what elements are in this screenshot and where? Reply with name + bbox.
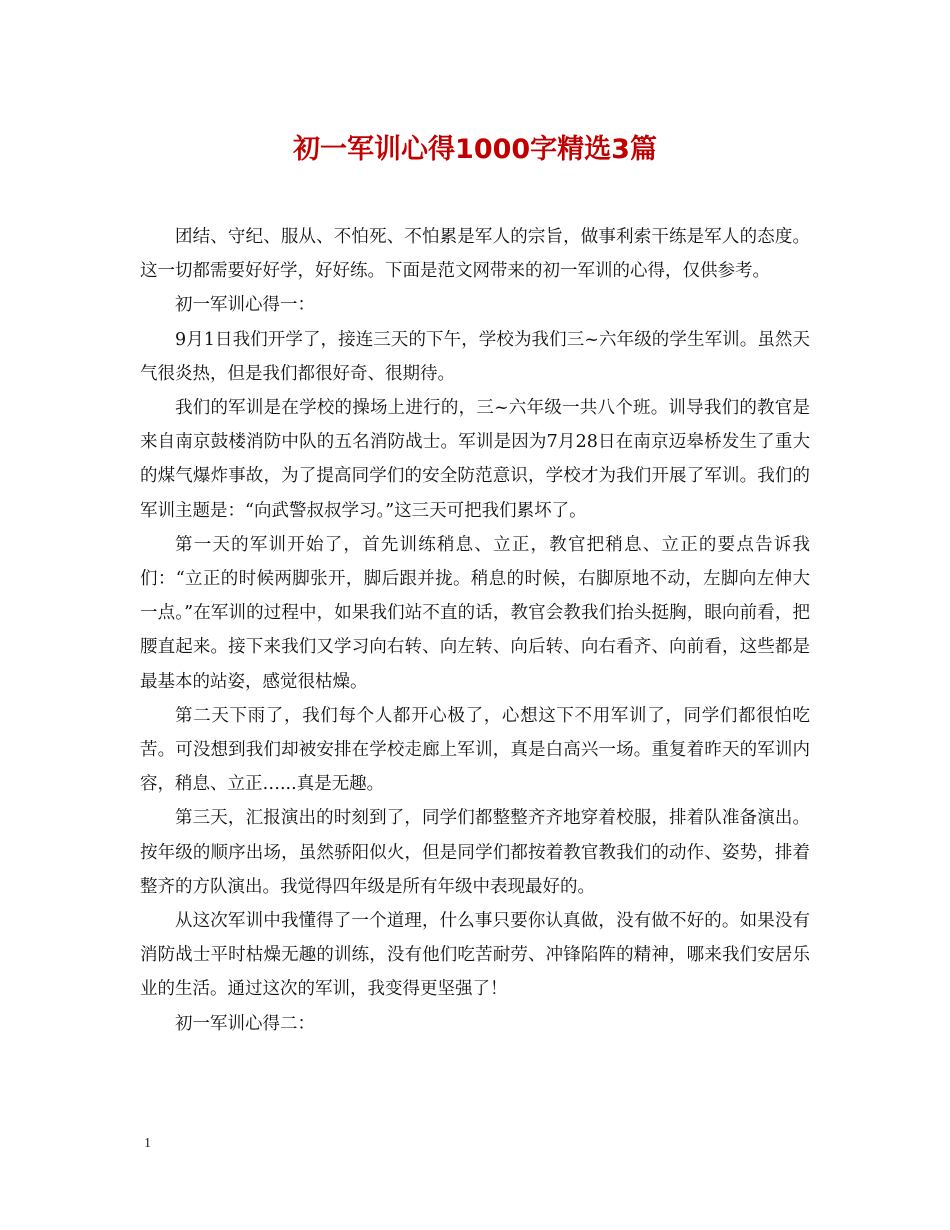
body-paragraph: 从这次军训中我懂得了一个道理，什么事只要你认真做，没有做不好的。如果没有消防战士平时枯燥无趣的训练，没有他们吃苦耐劳、冲锋陷阵的精神，哪来我们安居乐业的生活。通过这次的军训，我变得更坚强了！	[140, 911, 810, 1000]
body-paragraph: 第二天下雨了，我们每个人都开心极了，心想这下不用军训了，同学们都很怕吃苦。可没想到我们却被安排在学校走廊上军训，真是白高兴一场。重复着昨天的军训内容，稍息、立正…...真是无趣。	[140, 705, 810, 795]
intro-paragraph: 团结、守纪、服从、不怕死、不怕累是军人的宗旨，做事利索干练是军人的态度。这一切都需要好好学，好好练。下面是范文网带来的初一军训的心得，仅供参考。	[140, 227, 810, 282]
body-paragraph: 第三天，汇报演出的时刻到了，同学们都整整齐齐地穿着校服，排着队准备演出。按年级的顺序出场，虽然骄阳似火，但是同学们都按着教官教我们的动作、姿势，排着整齐的方队演出。我觉得四年级是所有年级中表现最好的。	[140, 808, 810, 897]
page-number: 1	[144, 1136, 151, 1151]
body-paragraph: 9月1日我们开学了，接连三天的下午，学校为我们三~六年级的学生军训。虽然天气很炎热，但是我们都很好奇、很期待。	[140, 329, 810, 384]
section-heading-1: 初一军训心得一：	[175, 295, 315, 316]
section-heading-2: 初一军训心得二：	[175, 1013, 315, 1034]
document-body	[140, 220, 810, 1041]
body-paragraph: 我们的军训是在学校的操场上进行的，三~六年级一共八个班。训导我们的教官是来自南京鼓楼消防中队的五名消防战士。军训是因为7月28日在南京迈皋桥发生了重大的煤气爆炸事故，为了提高同学们的安全防范意识，学校才为我们开展了军训。我们的军训主题是：“向武警叔叔学习。”这三天可把我们累坏了。	[140, 398, 810, 521]
document-title: 初一军训心得1000字精选3篇	[293, 134, 657, 165]
body-paragraph: 第一天的军训开始了，首先训练稍息、立正，教官把稍息、立正的要点告诉我们：“立正的时候两脚张开，脚后跟并拢。稍息的时候，右脚原地不动，左脚向左伸大一点。”在军训的过程中，如果我们站不直的话，教官会教我们抬头挺胸，眼向前看，把腰直起来。接下来我们又学习向右转、向左转、向后转、向右看齐、向前看，这些都是最基本的站姿，感觉很枯燥。	[140, 534, 810, 692]
